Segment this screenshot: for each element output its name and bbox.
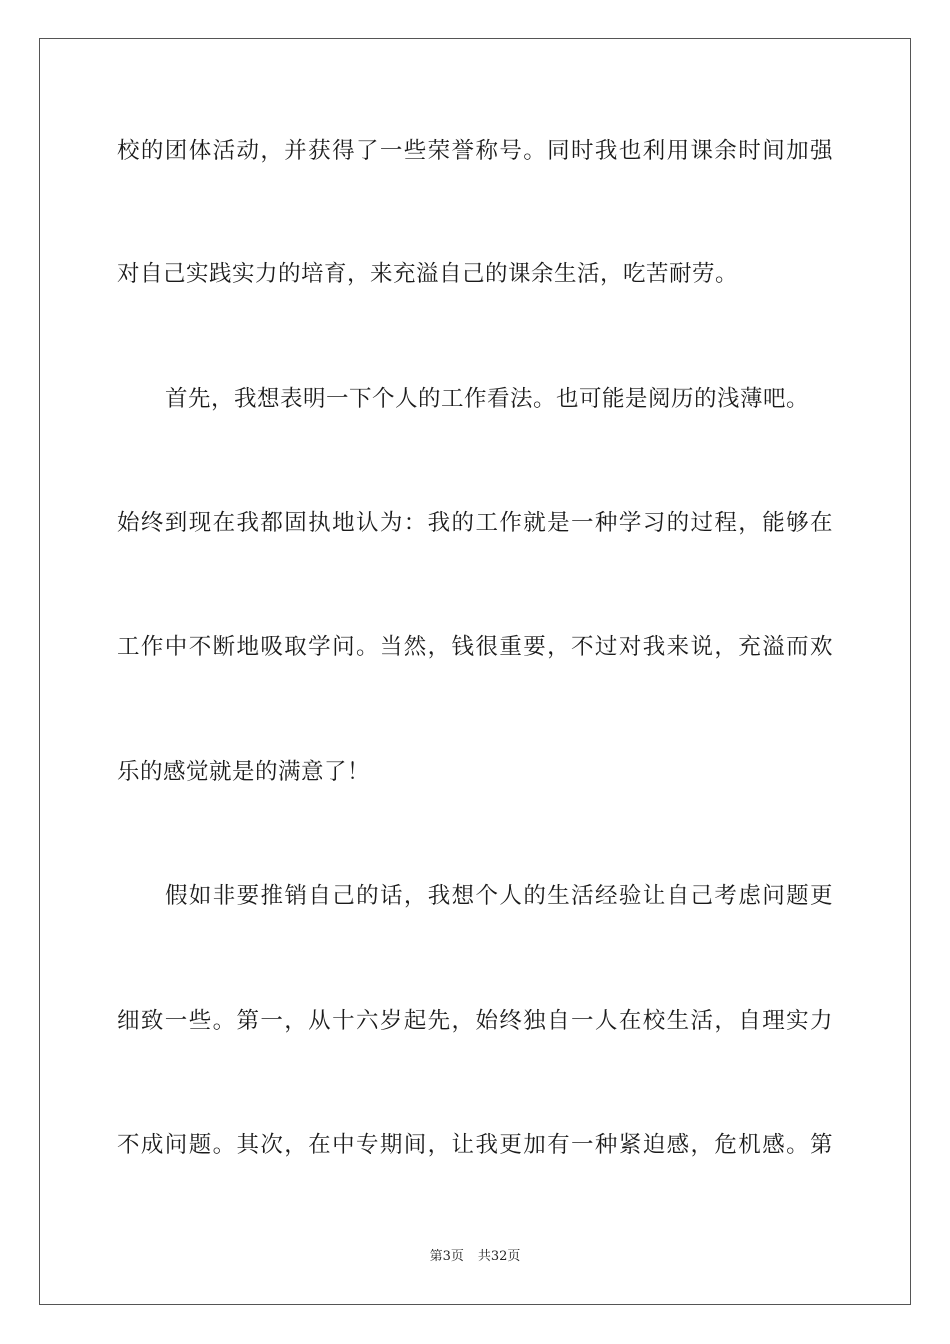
paragraph-line: 始终到现在我都固执地认为：我的工作就是一种学习的过程，能够在 bbox=[117, 510, 833, 536]
page-border bbox=[39, 38, 911, 1305]
page-number: 第3页 bbox=[429, 1249, 464, 1264]
paragraph-line: 乐的感觉就是的满意了！ bbox=[117, 759, 371, 785]
paragraph-line: 首先，我想表明一下个人的工作看法。也可能是阅历的浅薄吧。 bbox=[165, 386, 810, 412]
paragraph-line: 细致一些。第一，从十六岁起先，始终独自一人在校生活，自理实力 bbox=[117, 1008, 833, 1034]
paragraph-line: 工作中不断地吸取学问。当然，钱很重要，不过对我来说，充溢而欢 bbox=[117, 634, 833, 660]
page-footer bbox=[0, 1248, 950, 1266]
page-total: 共32页 bbox=[477, 1249, 521, 1264]
paragraph-line: 假如非要推销自己的话，我想个人的生活经验让自己考虑问题更 bbox=[165, 883, 833, 909]
paragraph-line: 对自己实践实力的培育，来充溢自己的课余生活，吃苦耐劳。 bbox=[117, 261, 739, 287]
paragraph-line: 不成问题。其次，在中专期间，让我更加有一种紧迫感，危机感。第 bbox=[117, 1132, 833, 1158]
paragraph-line: 校的团体活动，并获得了一些荣誉称号。同时我也利用课余时间加强 bbox=[117, 138, 833, 164]
